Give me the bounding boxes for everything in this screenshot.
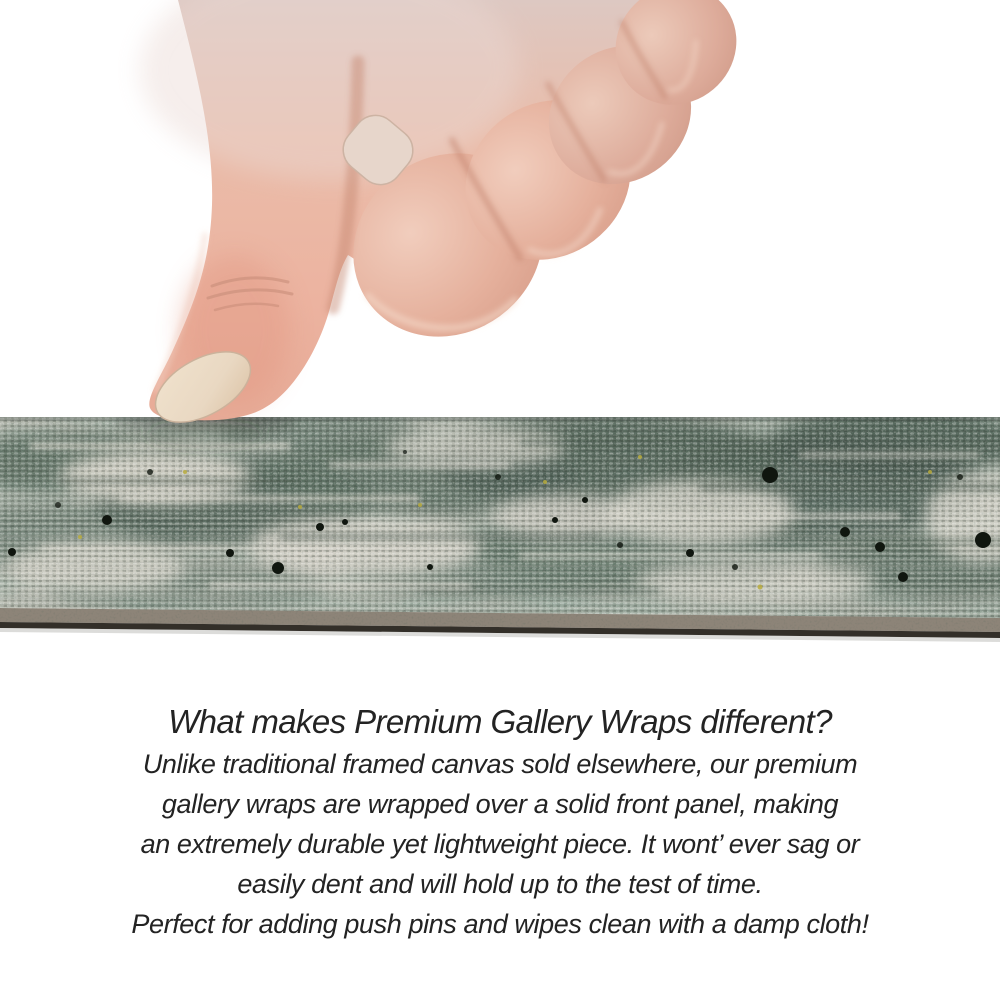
canvas-edge-strip bbox=[0, 407, 1000, 642]
hand-photo bbox=[140, 0, 761, 437]
body-line-1: Unlike traditional framed canvas sold elsewhere, our premium bbox=[142, 749, 858, 779]
body-line-4: easily dent and will hold up to the test of time. bbox=[237, 869, 763, 899]
body-line-3: an extremely durable yet lightweight piece. It wont’ ever sag or bbox=[140, 829, 860, 859]
body-line-5: Perfect for adding push pins and wipes clean with a damp cloth! bbox=[131, 909, 869, 939]
canvas-fabric-texture bbox=[0, 407, 1000, 618]
caption-block bbox=[0, 699, 1000, 944]
body-line-2: gallery wraps are wrapped over a solid front panel, making bbox=[161, 789, 839, 819]
headline: What makes Premium Gallery Wraps different? bbox=[168, 703, 832, 740]
